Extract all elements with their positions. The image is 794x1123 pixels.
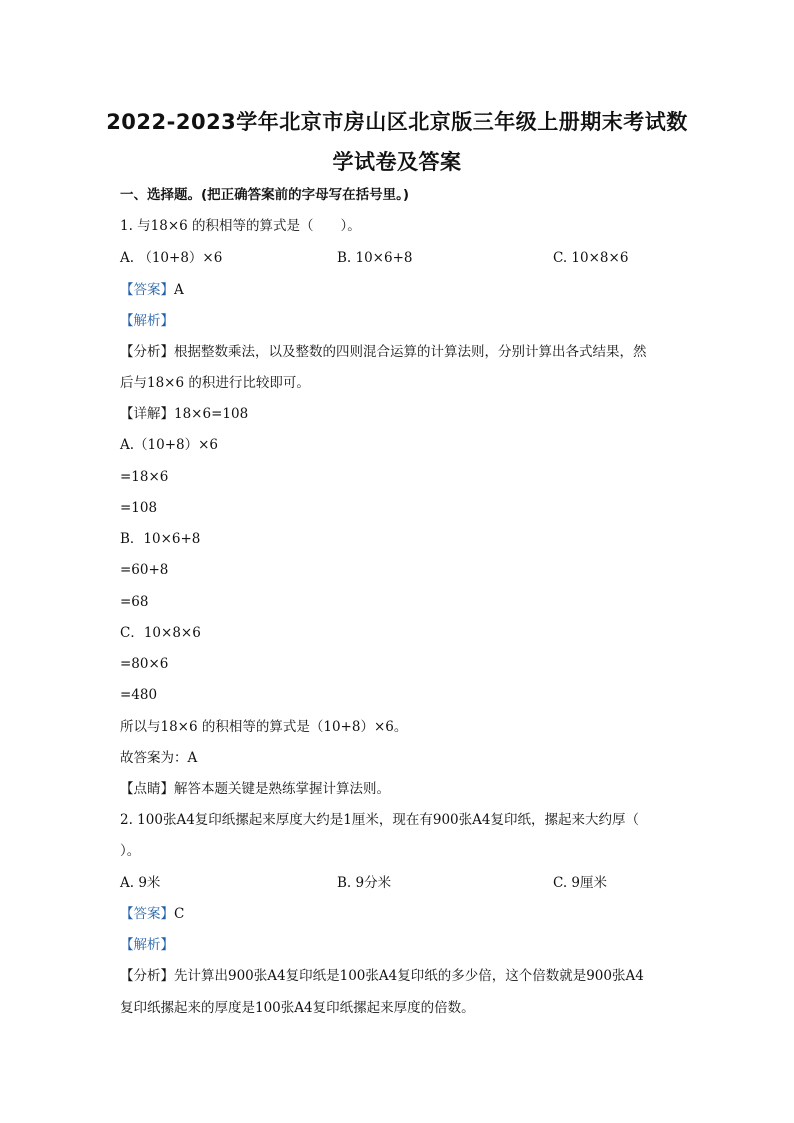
q1-step: B．10×6+8 [120, 531, 201, 547]
xiangjie-text: 18×6=108 [174, 406, 249, 422]
q1-option-c: C. 10×8×6 [553, 250, 629, 266]
q2-option-a: A. 9米 [120, 875, 161, 891]
q1-step: =108 [120, 500, 158, 516]
fenxi-tag: 【分析】 [120, 344, 174, 360]
doc-title-line2: 学试卷及答案 [332, 150, 462, 174]
q2-answer [120, 905, 184, 923]
dianjing-text: 解答本题关键是熟练掌握计算法则。 [174, 781, 390, 797]
q1-step: =18×6 [120, 469, 169, 485]
dianjing-tag: 【点睛】 [120, 781, 174, 797]
q1-option-a: A. （10+8）×6 [120, 250, 223, 266]
section-heading: 一、选择题。(把正确答案前的字母写在括号里。) [120, 187, 410, 203]
q1-analysis-tag: 【解析】 [120, 313, 174, 329]
doc-title-line1: 2022-2023学年北京市房山区北京版三年级上册期末考试数 [106, 110, 688, 134]
q1-fenxi-1 [120, 343, 647, 361]
q1-step: A.（10+8）×6 [120, 437, 219, 453]
xiangjie-tag: 【详解】 [120, 406, 174, 422]
q1-step: =60+8 [120, 562, 169, 578]
q1-step: =480 [120, 687, 158, 703]
q1-conclusion: 所以与18×6 的积相等的算式是（10+8）×6。 [120, 719, 408, 735]
q2-option-b: B. 9分米 [337, 875, 392, 891]
q1-stem: 1. 与18×6 的积相等的算式是（ ）。 [120, 218, 361, 234]
q2-option-c: C. 9厘米 [553, 875, 608, 891]
q1-fenxi-2: 后与18×6 的积进行比较即可。 [120, 375, 310, 391]
q1-step: C．10×8×6 [120, 625, 201, 641]
answer-tag: 【答案】 [120, 906, 174, 922]
q1-step: =80×6 [120, 656, 169, 672]
q1-dianjing [120, 780, 390, 798]
q1-xiangjie [120, 405, 248, 423]
q2-fenxi-2: 复印纸摞起来的厚度是100张A4复印纸摞起来厚度的倍数。 [120, 1000, 475, 1016]
q2-stem-2: ）。 [120, 843, 141, 859]
answer-tag: 【答案】 [120, 282, 174, 298]
q2-analysis-tag: 【解析】 [120, 937, 174, 953]
fenxi-tag: 【分析】 [120, 968, 174, 984]
q1-answer [120, 281, 184, 299]
answer-value: A [174, 282, 184, 298]
q1-step: =68 [120, 594, 149, 610]
fenxi-text: 根据整数乘法，以及整数的四则混合运算的计算法则，分别计算出各式结果，然 [174, 344, 647, 360]
q2-stem-1: 2. 100张A4复印纸摞起来厚度大约是1厘米，现在有900张A4复印纸，摞起来大约厚（ [120, 812, 639, 828]
fenxi-text: 先计算出900张A4复印纸是100张A4复印纸的多少倍，这个倍数就是900张A4 [174, 968, 644, 984]
q2-fenxi-1 [120, 967, 644, 985]
q1-final: 故答案为：A [120, 750, 198, 766]
answer-value: C [174, 906, 185, 922]
q1-option-b: B. 10×6+8 [337, 250, 413, 266]
